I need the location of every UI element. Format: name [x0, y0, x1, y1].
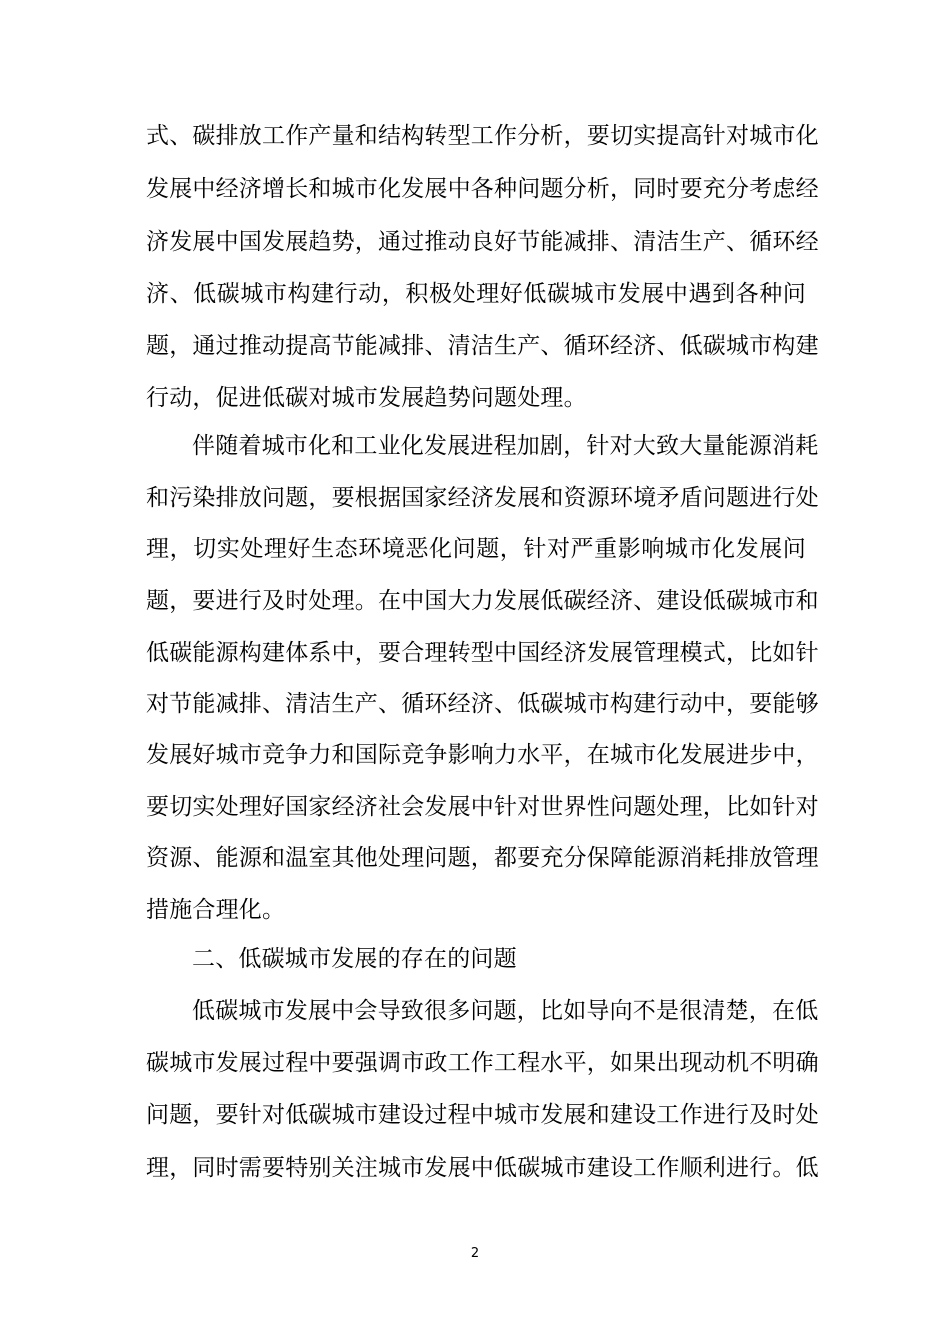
paragraph-2-line-9: 资源、能源和温室其他处理问题，都要充分保障能源消耗排放管理: [146, 845, 819, 871]
paragraph-1-line-2: 发展中经济增长和城市化发展中各种问题分析，同时要充分考虑经: [146, 176, 819, 202]
paragraph-3-line-3: 问题，要针对低碳城市建设过程中城市发展和建设工作进行及时处: [146, 1102, 819, 1128]
paragraph-2-line-5: 低碳能源构建体系中，要合理转型中国经济发展管理模式，比如针: [146, 640, 819, 666]
paragraph-3-line-2: 碳城市发展过程中要强调市政工作工程水平，如果出现动机不明确: [146, 1050, 819, 1076]
paragraph-3-line-1: 低碳城市发展中会导致很多问题，比如导向不是很清楚，在低: [192, 998, 819, 1024]
section-heading: 二、低碳城市发展的存在的问题: [192, 946, 517, 972]
paragraph-2-line-2: 和污染排放问题，要根据国家经济发展和资源环境矛盾问题进行处: [146, 485, 819, 511]
paragraph-1-line-6: 行动，促进低碳对城市发展趋势问题处理。: [146, 385, 587, 411]
paragraph-2-line-3: 理，切实处理好生态环境恶化问题，针对严重影响城市化发展问: [146, 536, 806, 562]
paragraph-2-line-7: 发展好城市竞争力和国际竞争影响力水平，在城市化发展进步中，: [146, 742, 819, 768]
page-number: 2: [470, 1246, 480, 1261]
paragraph-2-line-8: 要切实处理好国家经济社会发展中针对世界性问题处理，比如针对: [146, 794, 819, 820]
paragraph-2-line-1: 伴随着城市化和工业化发展进程加剧，针对大致大量能源消耗: [192, 433, 819, 459]
paragraph-1-line-5: 题，通过推动提高节能减排、清洁生产、循环经济、低碳城市构建: [146, 333, 819, 359]
paragraph-2-line-4: 题，要进行及时处理。在中国大力发展低碳经济、建设低碳城市和: [146, 588, 819, 614]
paragraph-1-line-1: 式、碳排放工作产量和结构转型工作分析，要切实提高针对城市化: [146, 123, 819, 149]
paragraph-3-line-4: 理，同时需要特别关注城市发展中低碳城市建设工作顺利进行。低: [146, 1155, 819, 1181]
paragraph-2-line-10: 措施合理化。: [146, 897, 286, 923]
paragraph-1-line-4: 济、低碳城市构建行动，积极处理好低碳城市发展中遇到各种问: [146, 281, 806, 307]
paragraph-1-line-3: 济发展中国发展趋势，通过推动良好节能减排、清洁生产、循环经: [146, 229, 819, 255]
paragraph-2-line-6: 对节能减排、清洁生产、循环经济、低碳城市构建行动中，要能够: [146, 691, 819, 717]
